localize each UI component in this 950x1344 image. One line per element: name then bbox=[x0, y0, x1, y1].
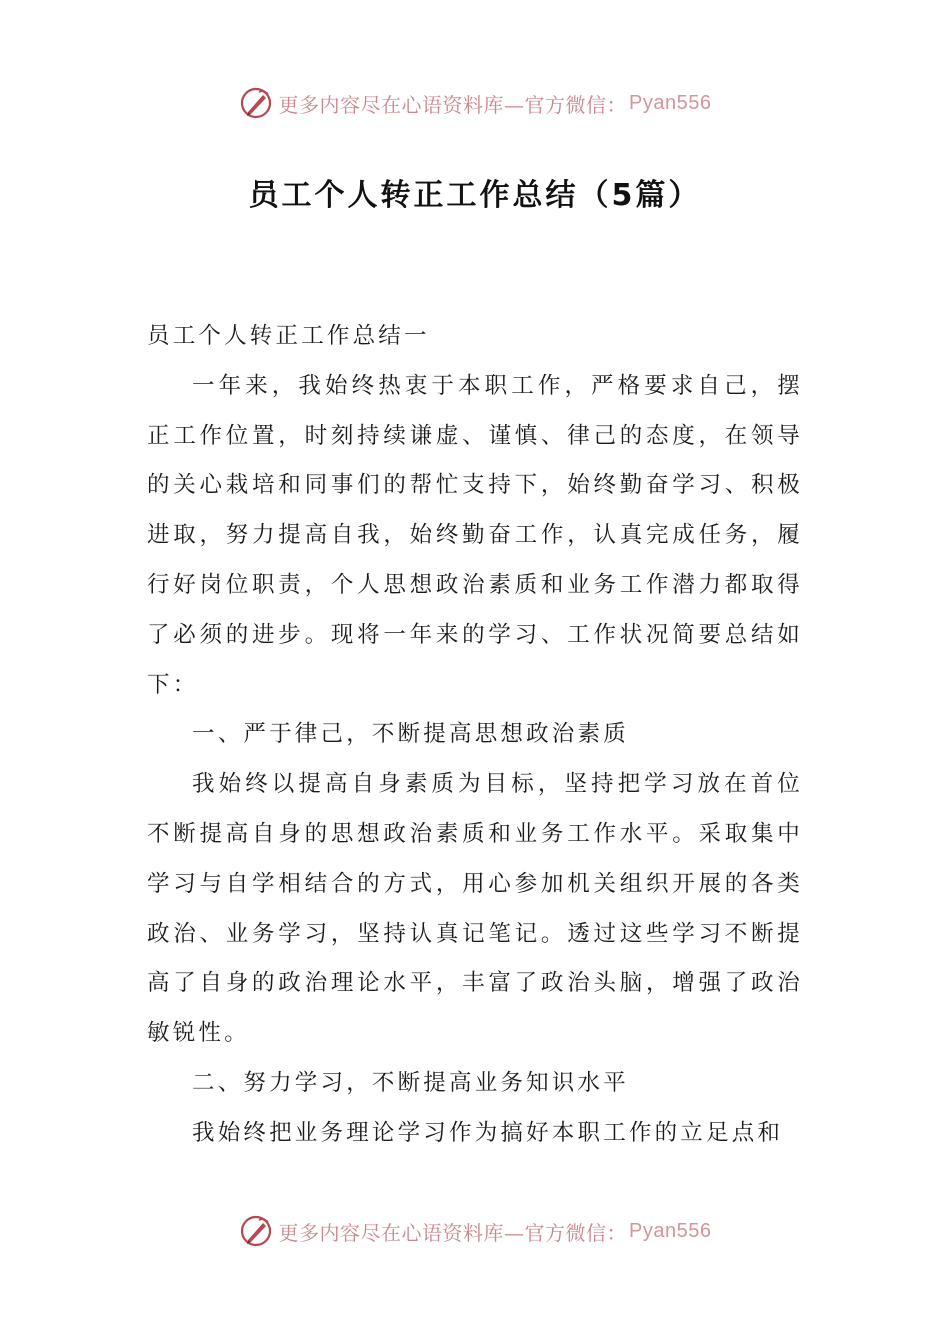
footer-watermark bbox=[0, 1211, 950, 1251]
body-paragraph: 我始终把业务理论学习作为搞好本职工作的立足点和 bbox=[192, 1119, 784, 1146]
watermark-brand-text: 更多内容尽在心语资料库—官方微信： bbox=[278, 92, 628, 117]
watermark-handle: Pyan556 bbox=[629, 91, 712, 114]
document-title: 员工个人转正工作总结（5篇） bbox=[248, 178, 702, 213]
section-heading: 员工个人转正工作总结一 bbox=[147, 323, 430, 349]
header-watermark bbox=[0, 83, 950, 123]
subsection-heading: 二、努力学习，不断提高业务知识水平 bbox=[192, 1069, 629, 1096]
watermark-handle: Pyan556 bbox=[629, 1219, 712, 1242]
document-body bbox=[147, 312, 803, 1159]
pen-logo-icon bbox=[239, 86, 273, 120]
subsection-heading: 一、严于律己，不断提高思想政治素质 bbox=[192, 721, 629, 748]
watermark-brand-text: 更多内容尽在心语资料库—官方微信： bbox=[278, 1220, 628, 1245]
body-paragraph: 我始终以提高自身素质为目标，坚持把学习放在首位不断提高自身的思想政治素质和业务工作水平。采取集中学习与自学相结合的方式，用心参加机关组织开展的各类政治、业务学习，坚持认真记笔记。透过这些学习不断提高了自身的政治理论水平，丰富了政治头脑，增强了政治敏锐性。 bbox=[147, 771, 803, 1047]
body-paragraph: 一年来，我始终热衷于本职工作，严格要求自己，摆正工作位置，时刻持续谦虚、谨慎、律己的态度，在领导的关心栽培和同事们的帮忙支持下，始终勤奋学习、积极进取，努力提高自我，始终勤奋工作，认真完成任务，履行好岗位职责，个人思想政治素质和业务工作潜力都取得了必须的进步。现将一年来的学习、工作状况简要总结如下： bbox=[147, 372, 803, 698]
pen-logo-icon bbox=[239, 1214, 273, 1248]
